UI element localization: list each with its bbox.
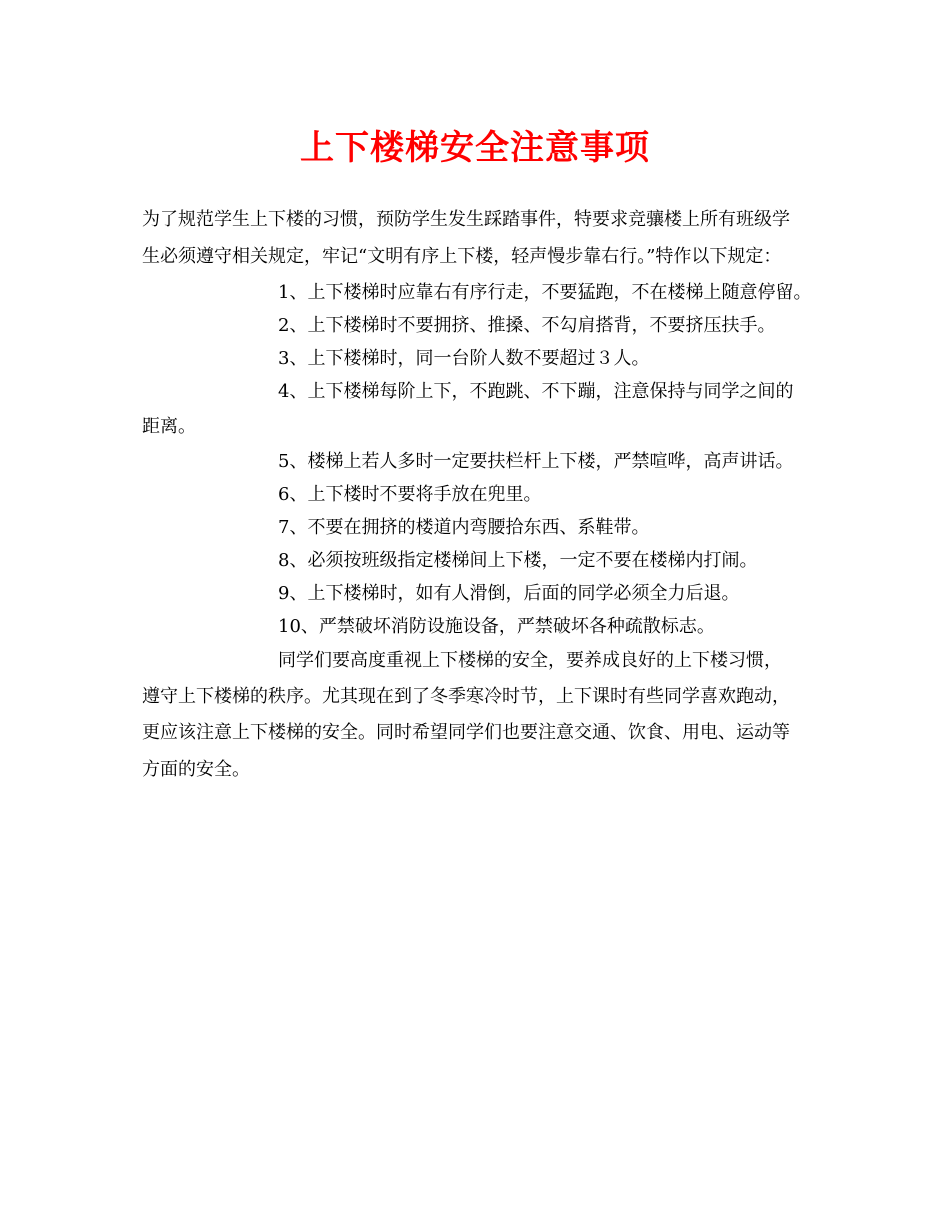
rule-2: 2、上下楼梯时不要拥挤、推搡、不勾肩搭背，不要挤压扶手。: [278, 315, 776, 336]
closing-line-4: 方面的安全。: [142, 759, 250, 780]
rule-10: 10、严禁破坏消防设施设备，严禁破坏各种疏散标志。: [278, 616, 715, 637]
closing-line-2: 遵守上下楼梯的秩序。尤其现在到了冬季寒冷时节，上下课时有些同学喜欢跑动，: [142, 686, 790, 707]
rule-4-line-2: 距离。: [142, 416, 196, 437]
rule-1: 1、上下楼梯时应靠右有序行走，不要猛跑，不在楼梯上随意停留。: [278, 282, 812, 303]
closing-line-1: 同学们要高度重视上下楼梯的安全，要养成良好的上下楼习惯，: [278, 650, 782, 671]
rule-7: 7、不要在拥挤的楼道内弯腰拾东西、系鞋带。: [278, 517, 650, 538]
rule-8: 8、必须按班级指定楼梯间上下楼，一定不要在楼梯内打闹。: [278, 550, 758, 571]
rule-9: 9、上下楼梯时，如有人滑倒，后面的同学必须全力后退。: [278, 583, 740, 604]
closing-line-3: 更应该注意上下楼梯的安全。同时希望同学们也要注意交通、饮食、用电、运动等: [142, 722, 790, 743]
document-title: 上下楼梯安全注意事项: [300, 128, 650, 168]
rule-3: 3、上下楼梯时，同一台阶人数不要超过３人。: [278, 348, 650, 369]
rule-4-line-1: 4、上下楼梯每阶上下，不跑跳、不下蹦，注意保持与同学之间的: [278, 381, 794, 402]
intro-line-2: 生必须遵守相关规定，牢记“文明有序上下楼，轻声慢步靠右行。”特作以下规定：: [142, 246, 782, 267]
intro-line-1: 为了规范学生上下楼的习惯，预防学生发生踩踏事件，特要求竞骧楼上所有班级学: [142, 209, 790, 230]
rule-6: 6、上下楼时不要将手放在兜里。: [278, 484, 542, 505]
rule-5: 5、楼梯上若人多时一定要扶栏杆上下楼，严禁喧哗，高声讲话。: [278, 451, 794, 472]
